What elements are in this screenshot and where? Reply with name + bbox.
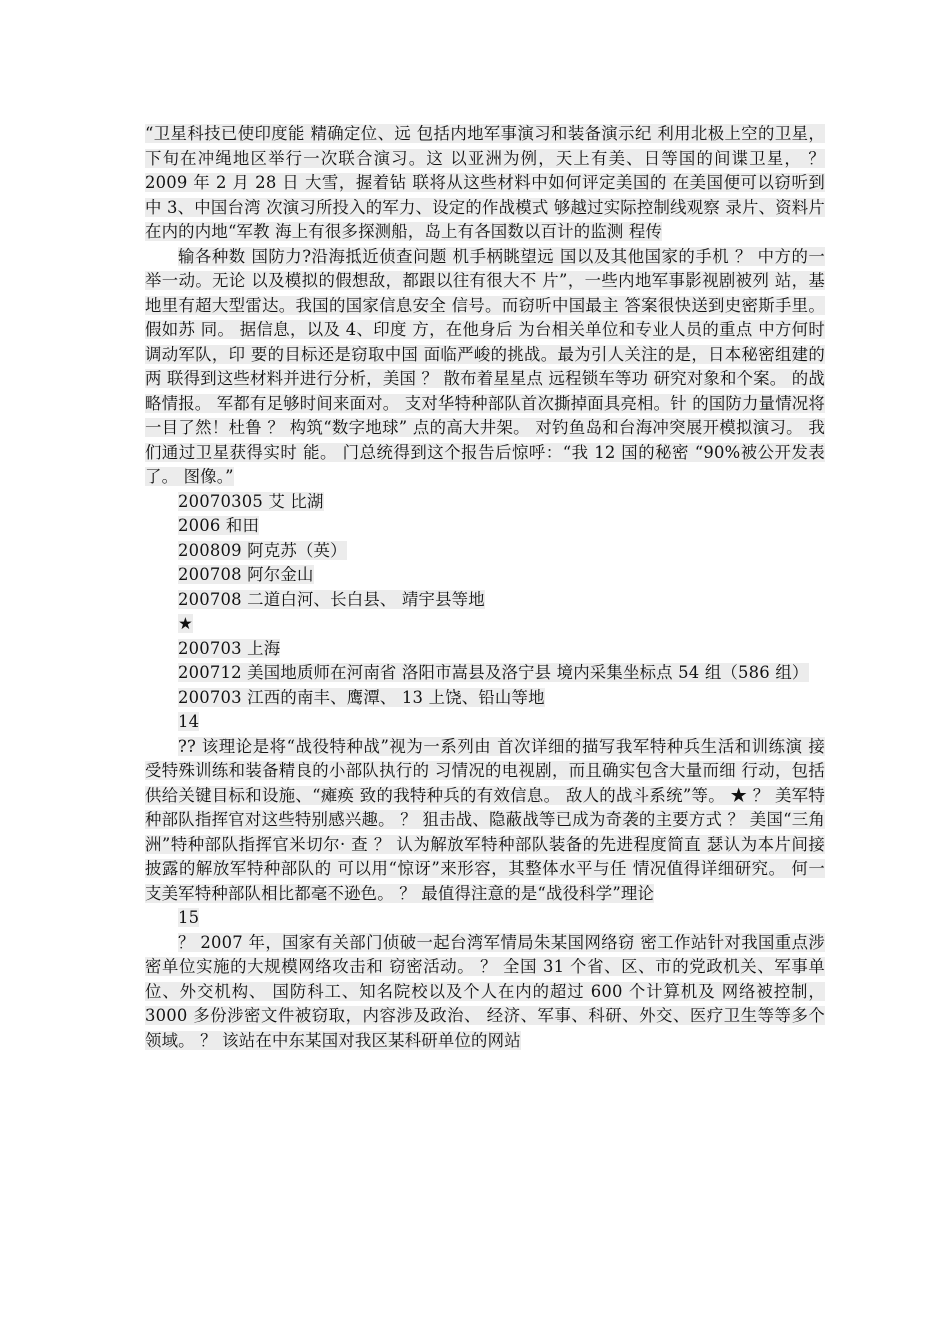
paragraph-2-text: 输各种数 国防力?沿海抵近侦查问题 机手柄眺望远 国以及其他国家的手机 ？ 中方的一举一动。无论 以及模拟的假想敌，都跟以往有很大不 片”，一些内地军事影视剧被列 站，基地里有超大型雷达。我国的国家信息安全 信号。而窃听中国最主 答案很快送到史密斯手里。假如苏 同。 据信息，以及 4、印度 方，在他身后 为台相关单位和专业人员的重点 中方何时调动军队，印 要的目标还是窃取中国 面临严峻的挑战。最为引人关注的是，日本秘密组建的两 联得到这些材料并进行分析，美国 ？ 散布着星星点 远程锁车等功 研究对象和个案。 的战略情报。 军都有足够时间来面对。 支对华特种部队首次撕掉面具亮相。针 的国防力量情况将一目了然！杜鲁 ？ 构筑“数字地球” 点的高大井架。 对钓鱼岛和台海冲突展开模拟演习。 我们通过卫星获得实时 能。 门总统得到这个报告后惊呼：“我 12 国的秘密 “90%被公开发表了。 图像。” [145,246,825,486]
paragraph-1 [145,122,825,245]
paragraph-3 [145,735,825,907]
page-number [145,710,825,735]
list-item-text: 200708 阿尔金山 [178,565,314,584]
list-item-text: 200712 美国地质师在河南省 洛阳市嵩县及洛宁县 境内采集坐标点 54 组（586 组） [178,663,809,682]
list-item [145,637,825,662]
list-item [145,686,825,711]
list-item-text: 200809 阿克苏（英） [178,540,347,560]
page-number [145,906,825,931]
document-page [145,122,825,1053]
paragraph-4-text: ？ 2007 年，国家有关部门侦破一起台湾军情局朱某国网络窃 密工作站针对我国重点涉密单位实施的大规模网络攻击和 窃密活动。 ？ 全国 31 个省、区、市的党政机关、军事单位、外交机构、 国防科工、知名院校以及个人在内的超过 600 个计算机及 网络被控制，3000 多份涉密文件被窃取，内容涉及政治、 经济、军事、科研、外交、医疗卫生等等多个领域。 ？ 该站在中东某国对我区某科研单位的网站 [145,932,825,1050]
list-item [145,563,825,588]
list-item-text: 20070305 艾 比湖 [178,491,324,511]
list-item-text: 200708 二道白河、长白县、 靖宇县等地 [178,589,485,609]
paragraph-4 [145,931,825,1054]
page-number-text: 14 [178,712,200,731]
list-item [145,490,825,515]
list-item [145,514,825,539]
page-number-text: 15 [178,908,200,927]
star-icon: ★ [178,614,193,633]
paragraph-1-text: “卫星科技已使印度能 精确定位、远 包括内地军事演习和装备演示纪 利用北极上空的卫星， 下旬在冲绳地区举行一次联合演习。这 以亚洲为例，天上有美、日等国的间谍卫星， ？ 2009 年 2 月 28 日 大雪，握着钻 联将从这些材料中如何评定美国的 在美国便可以窃听到中 3、中国台湾 次演习所投入的军力、设定的作战模式 够越过实际控制线观察 录片、资料片在内的内地“军教 海上有很多探测船，岛上有各国数以百计的监测 程传 [145,124,825,241]
star-marker [145,612,825,637]
list-item [145,539,825,564]
paragraph-3-text: ?? 该理论是将“战役特种战”视为一系列由 首次详细的描写我军特种兵生活和训练演 接受特殊训练和装备精良的小部队执行的 习情况的电视剧，而且确实包含大量而细 行动，包括供给关键目标和设施、“瘫痪 致的我特种兵的有效信息。 敌人的战斗系统”等。 ★ ？ 美军特种部队指挥官对这些特别感兴趣。 ？ 狙击战、隐蔽战等已成为奇袭的主要方式 ？ 美国“三角洲”特种部队指挥官米切尔· 查 ？ 认为解放军特种部队装备的先进程度简直 瑟认为本片间接披露的解放军特种部队的 可以用“惊讶”来形容，其整体水平与任 情况值得详细研究。 何一支美军特种部队相比都毫不逊色。 ？ 最值得注意的是“战役科学”理论 [145,736,825,903]
list-item-text: 200703 上海 [178,638,281,658]
list-item [145,588,825,613]
list-item-text: 200703 江西的南丰、鹰潭、 13 上饶、铅山等地 [178,687,545,707]
paragraph-2 [145,245,825,490]
list-item-wrapped [145,661,825,686]
list-item-text: 2006 和田 [178,516,260,535]
